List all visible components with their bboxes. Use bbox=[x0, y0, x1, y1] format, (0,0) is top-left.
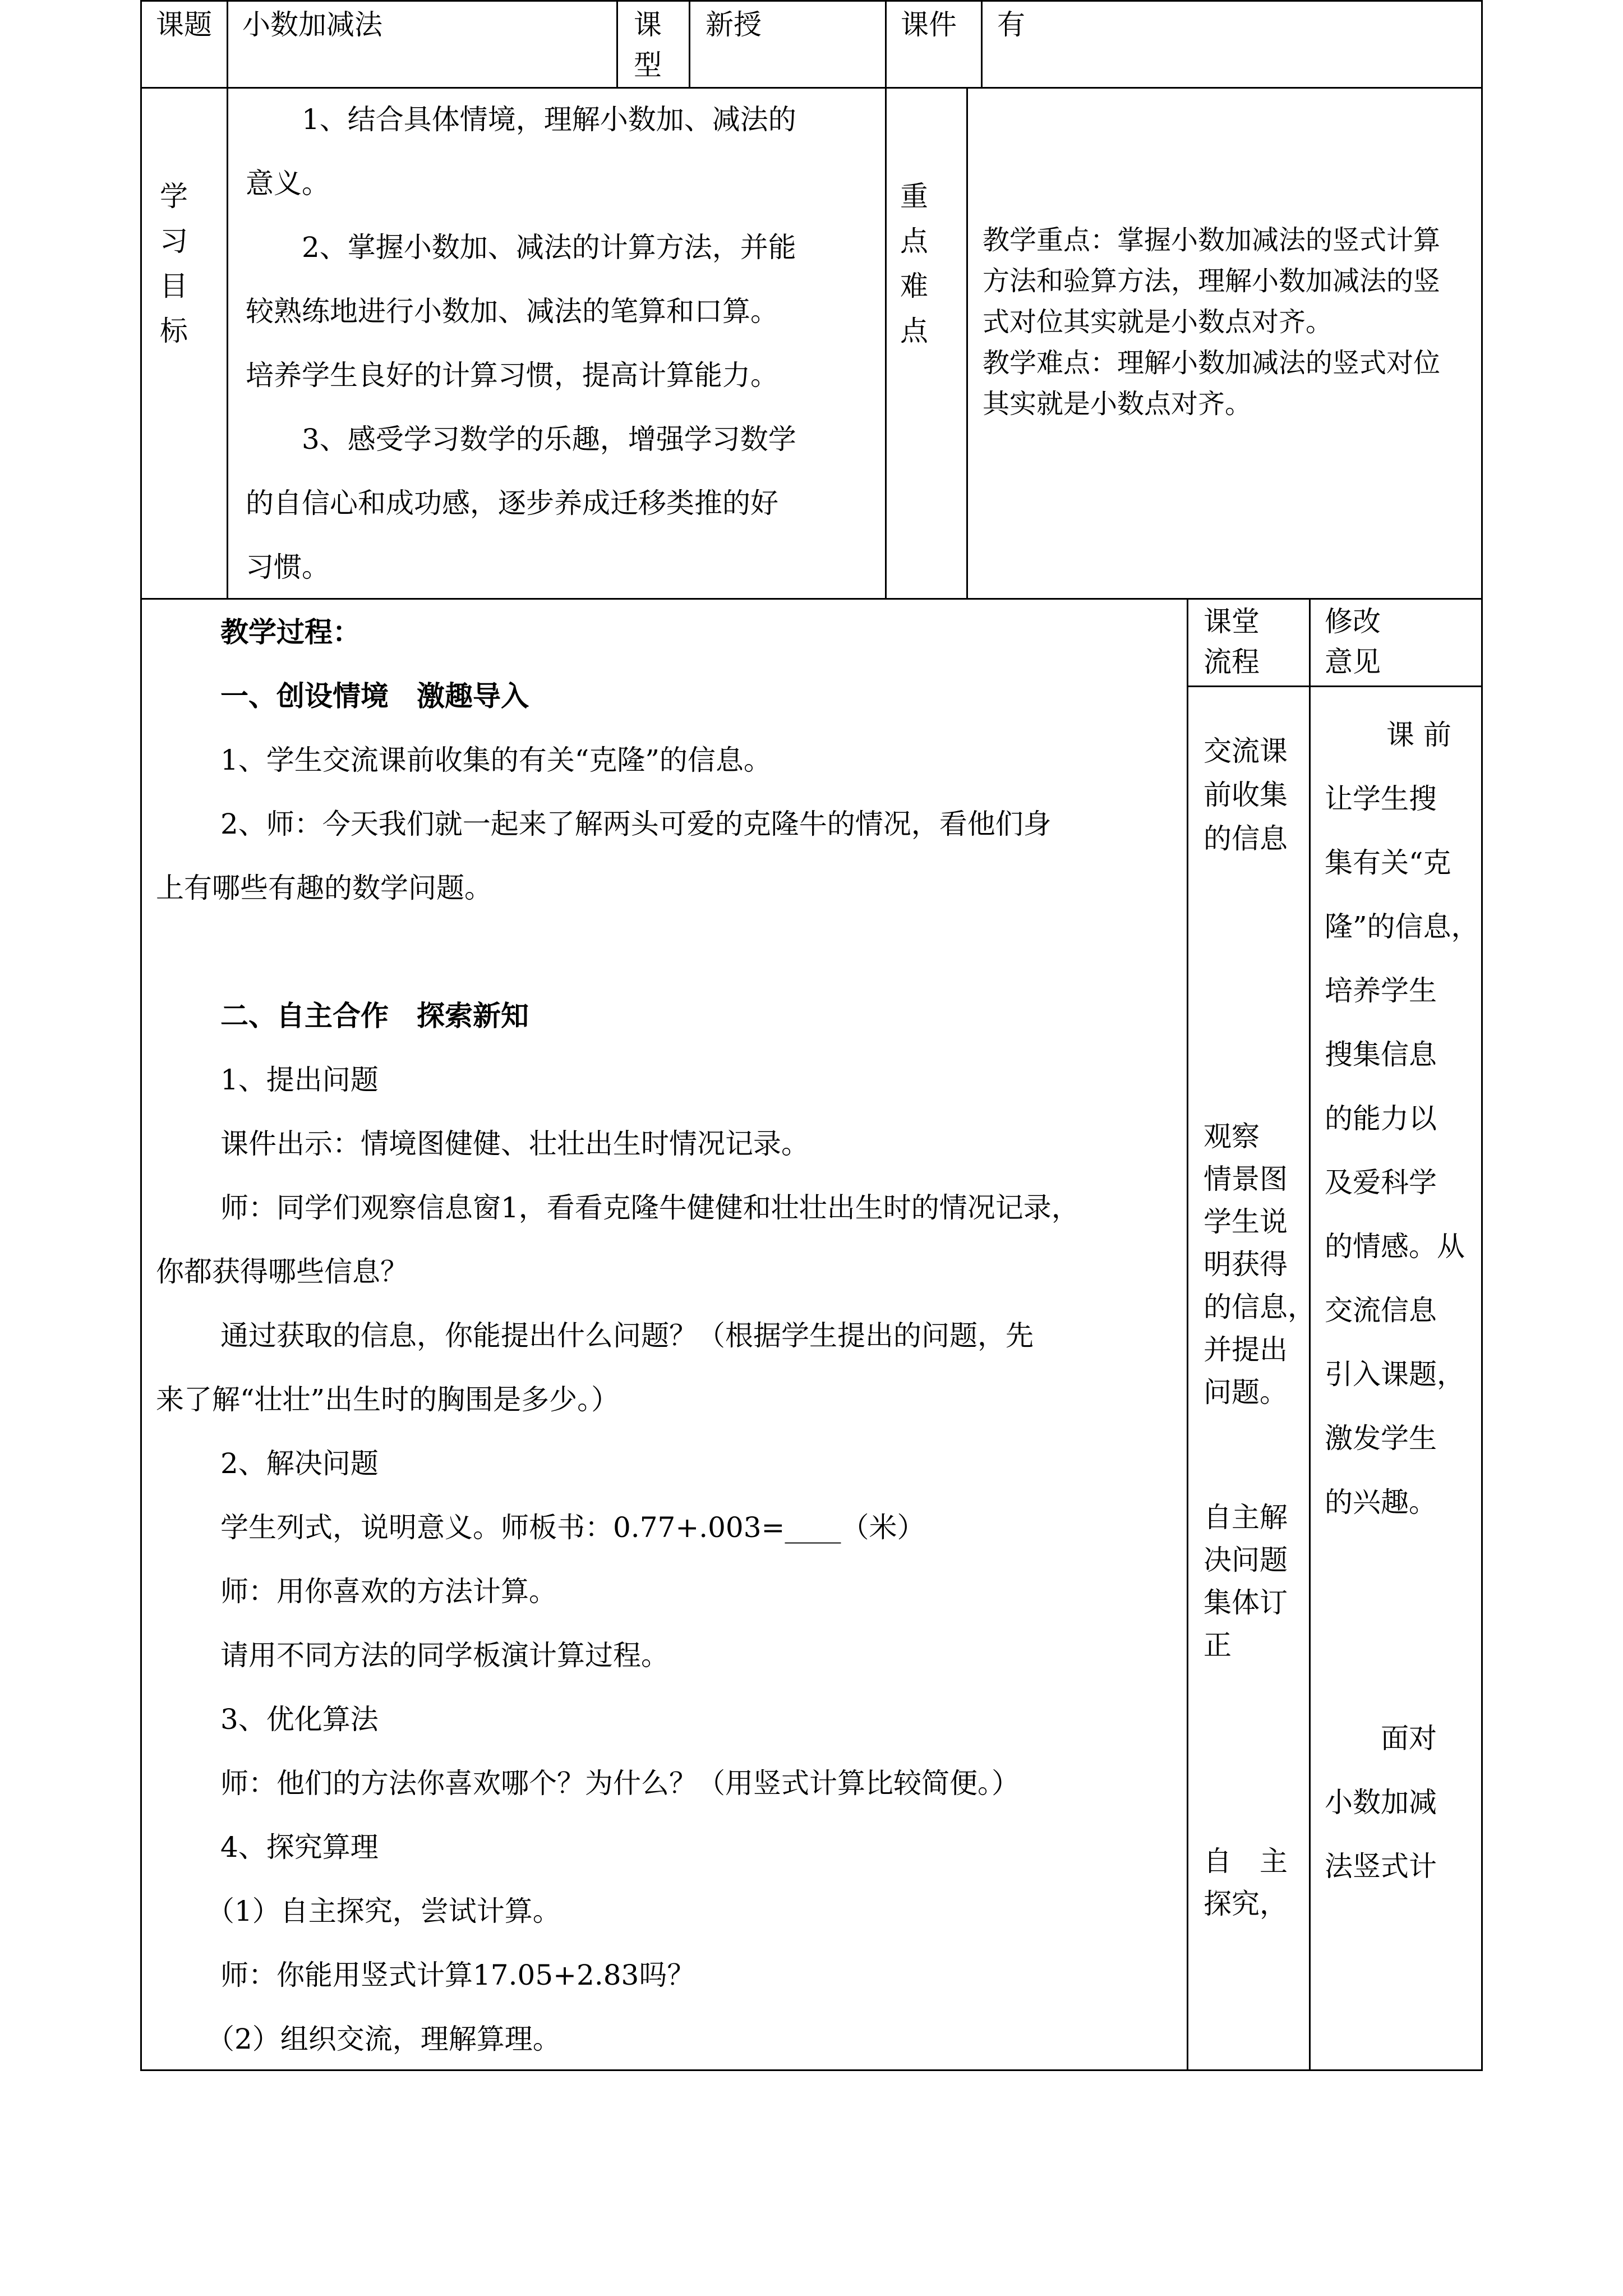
flow-note-line: 交流课 bbox=[1204, 735, 1288, 767]
row1-divider-b bbox=[616, 0, 618, 89]
section1-line: 1、学生交流课前收集的有关“克隆”的信息。 bbox=[220, 744, 772, 776]
flow-column-header-1: 课堂 bbox=[1204, 605, 1260, 638]
flow-note-1 bbox=[1204, 729, 1288, 861]
topic-value: 小数加减法 bbox=[242, 8, 382, 41]
key-points-line: 教学难点：理解小数加减法的竖式对位 bbox=[983, 347, 1441, 379]
revision-note-line: 交流信息 bbox=[1325, 1294, 1437, 1327]
process-main-text bbox=[156, 600, 1080, 2071]
section1-heading: 一、创设情境 激趣导入 bbox=[220, 679, 529, 712]
section2-line: 3、优化算法 bbox=[220, 1703, 379, 1736]
section2-line: 师：用你喜欢的方法计算。 bbox=[220, 1575, 557, 1608]
section2-line: （1）自主探究，尝试计算。 bbox=[206, 1895, 561, 1927]
type-label-line1: 课 bbox=[634, 8, 662, 41]
process-divider-flow bbox=[1187, 598, 1188, 2071]
flow-note-line: 学生说 bbox=[1204, 1205, 1288, 1238]
row1-divider-d bbox=[885, 0, 887, 600]
flow-note-4 bbox=[1204, 1840, 1288, 1925]
objectives-label-char: 标 bbox=[160, 315, 188, 347]
revision-note-line: 的情感。从 bbox=[1325, 1230, 1465, 1263]
type-label-line2: 型 bbox=[634, 49, 662, 81]
revision-note-line: 激发学生 bbox=[1325, 1422, 1437, 1455]
row1-divider-a bbox=[227, 0, 228, 600]
objectives-line: 1、结合具体情境，理解小数加、减法的 bbox=[302, 103, 796, 136]
section2-line: 学生列式，说明意义。师板书：0.77+.003=____（米） bbox=[220, 1511, 925, 1544]
revision-note-line: 法竖式计 bbox=[1325, 1850, 1437, 1883]
key-points-label-char: 难 bbox=[900, 270, 928, 302]
key-points-line: 教学重点：掌握小数加减法的竖式计算 bbox=[983, 224, 1441, 256]
objectives-line: 2、掌握小数加、减法的计算方法，并能 bbox=[302, 231, 796, 264]
revision-note-line: 及爱科学 bbox=[1325, 1166, 1437, 1199]
section2-line: 课件出示：情境图健健、壮壮出生时情况记录。 bbox=[220, 1128, 809, 1160]
revision-note-line: 的能力以 bbox=[1325, 1102, 1437, 1135]
section2-line: 通过获取的信息，你能提出什么问题？（根据学生提出的问题，先 bbox=[220, 1319, 1034, 1352]
section2-line: 来了解“壮壮”出生时的胸围是多少。） bbox=[156, 1383, 620, 1416]
objectives-label bbox=[157, 174, 191, 353]
key-points-line: 方法和验算方法，理解小数加减法的竖 bbox=[983, 265, 1441, 297]
objectives-line: 3、感受学习数学的乐趣，增强学习数学 bbox=[302, 423, 796, 455]
section2-line: 2、解决问题 bbox=[220, 1447, 379, 1480]
flow-note-line: 前收集 bbox=[1204, 779, 1288, 811]
revision-note-line: 面对 bbox=[1381, 1722, 1437, 1755]
revision-note-line: 小数加减 bbox=[1325, 1786, 1437, 1819]
key-points-line: 式对位其实就是小数点对齐。 bbox=[983, 306, 1333, 338]
section2-line: （2）组织交流，理解算理。 bbox=[206, 2023, 561, 2055]
flow-column-header-2: 流程 bbox=[1204, 646, 1260, 678]
objectives-line: 较熟练地进行小数加、减法的笔算和口算。 bbox=[246, 295, 778, 328]
key-points-line: 其实就是小数点对齐。 bbox=[983, 388, 1252, 420]
objectives-line: 习惯。 bbox=[246, 551, 330, 583]
objectives-label-char: 目 bbox=[160, 270, 188, 302]
flow-note-line: 决问题 bbox=[1204, 1544, 1288, 1576]
revision-note-line: 的兴趣。 bbox=[1325, 1486, 1437, 1519]
table-top-border bbox=[140, 0, 1483, 2]
blank-line bbox=[156, 920, 1080, 984]
flow-note-line: 明获得 bbox=[1204, 1248, 1288, 1281]
key-points-label-char: 点 bbox=[900, 315, 928, 347]
revision-note-line: 隆”的信息， bbox=[1325, 910, 1479, 943]
flow-note-2 bbox=[1204, 1115, 1316, 1414]
flow-note-line: 问题。 bbox=[1204, 1376, 1288, 1409]
flow-note-line: 集体订 bbox=[1204, 1586, 1288, 1619]
revision-note-line: 搜集信息 bbox=[1325, 1038, 1437, 1071]
row2-divider-f bbox=[966, 87, 968, 600]
process-title: 教学过程： bbox=[220, 615, 361, 648]
objectives-line: 培养学生良好的计算习惯，提高计算能力。 bbox=[246, 359, 778, 392]
flow-note-line: 自主解 bbox=[1204, 1501, 1288, 1534]
revision-note-line: 课 前 bbox=[1386, 719, 1451, 751]
section2-line: 你都获得哪些信息？ bbox=[156, 1255, 408, 1288]
key-points-text bbox=[983, 220, 1440, 425]
key-points-label-char: 点 bbox=[900, 225, 928, 257]
revision-note-line: 培养学生 bbox=[1325, 974, 1437, 1007]
row1-divider-c bbox=[689, 0, 690, 89]
section2-line: 请用不同方法的同学板演计算过程。 bbox=[220, 1639, 669, 1672]
flow-note-3 bbox=[1204, 1496, 1288, 1667]
flow-note-line: 正 bbox=[1204, 1629, 1232, 1662]
courseware-value: 有 bbox=[997, 8, 1025, 41]
flow-note-line: 观察 bbox=[1204, 1120, 1260, 1153]
section2-line: 师：你能用竖式计算17.05+2.83吗？ bbox=[220, 1959, 695, 1991]
flow-note-line: 的信息， bbox=[1204, 1291, 1316, 1323]
revision-note-line: 引入课题， bbox=[1325, 1358, 1465, 1391]
objectives-text bbox=[246, 88, 796, 599]
section2-line: 师：他们的方法你喜欢哪个？为什么？（用竖式计算比较简便。） bbox=[220, 1767, 1020, 1800]
flow-note-line: 情景图 bbox=[1204, 1163, 1288, 1195]
section1-line: 上有哪些有趣的数学问题。 bbox=[156, 872, 492, 904]
row1-divider-e bbox=[981, 0, 983, 89]
flow-note-line: 自 主 bbox=[1204, 1845, 1288, 1878]
flow-note-line: 的信息 bbox=[1204, 822, 1288, 855]
section2-line: 1、提出问题 bbox=[220, 1064, 379, 1096]
section1-line: 2、师：今天我们就一起来了解两头可爱的克隆牛的情况，看他们身 bbox=[220, 808, 1052, 840]
revision-note-line: 集有关“克 bbox=[1325, 846, 1451, 879]
key-points-label-char: 重 bbox=[900, 180, 928, 213]
topic-label: 课题 bbox=[156, 8, 212, 41]
section2-heading: 二、自主合作 探索新知 bbox=[220, 999, 529, 1032]
objectives-line: 的自信心和成功感，逐步养成迁移类推的好 bbox=[246, 487, 778, 519]
revision-note-2 bbox=[1325, 1706, 1437, 1898]
notes-column-header-2: 意见 bbox=[1325, 646, 1381, 678]
flow-note-line: 探究， bbox=[1204, 1888, 1288, 1920]
objectives-label-char: 学 bbox=[160, 180, 188, 213]
section2-line: 4、探究算理 bbox=[220, 1831, 379, 1864]
flow-note-line: 并提出 bbox=[1204, 1333, 1288, 1366]
objectives-line: 意义。 bbox=[246, 167, 330, 200]
revision-note-line: 让学生搜 bbox=[1325, 783, 1437, 815]
process-header-divider bbox=[1187, 685, 1483, 687]
objectives-label-char: 习 bbox=[160, 225, 188, 257]
revision-note-1 bbox=[1325, 703, 1479, 1534]
type-value: 新授 bbox=[706, 8, 762, 41]
table-left-border bbox=[140, 0, 142, 2071]
section2-line: 师：同学们观察信息窗1，看看克隆牛健健和壮壮出生时的情况记录， bbox=[220, 1191, 1080, 1224]
key-points-label bbox=[897, 174, 931, 353]
notes-column-header-1: 修改 bbox=[1325, 605, 1381, 638]
courseware-label: 课件 bbox=[901, 8, 957, 41]
table-right-border bbox=[1481, 0, 1483, 2071]
